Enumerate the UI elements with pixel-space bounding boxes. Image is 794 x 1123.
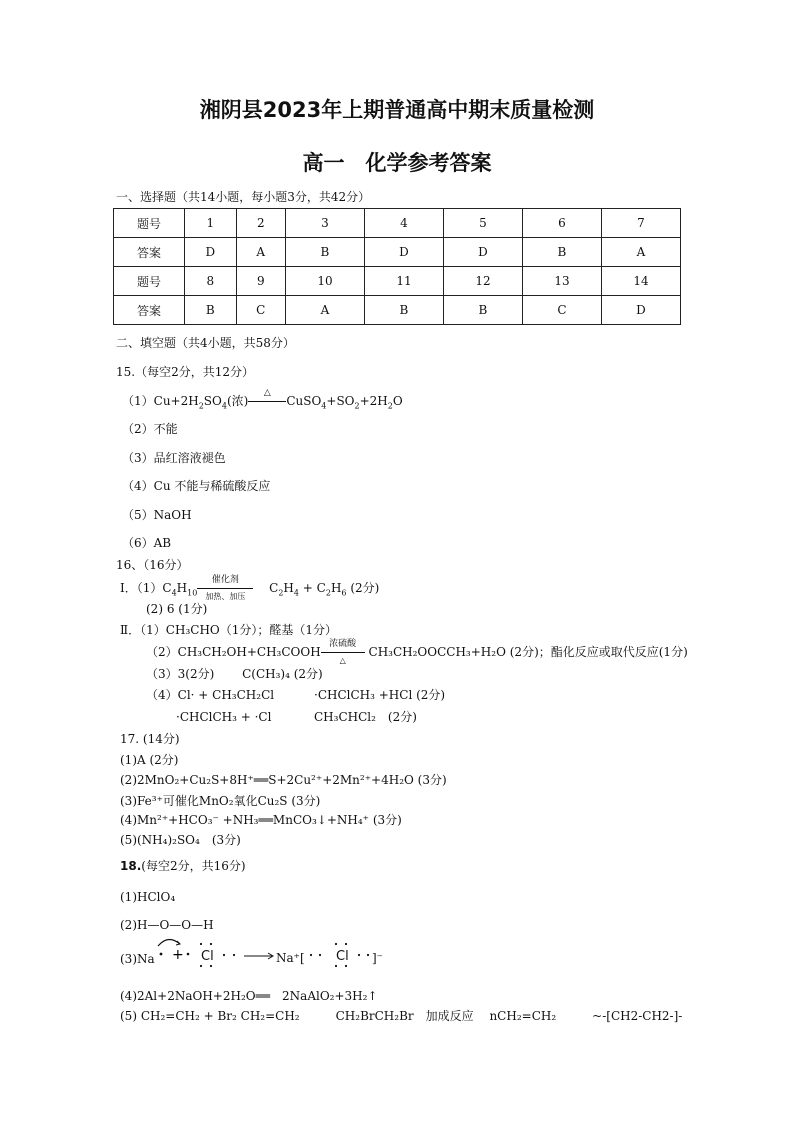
q16-header: 16、（16分） [116, 558, 189, 572]
q15-answer-5: （5）NaOH [122, 508, 192, 522]
sodium-ion-bracket: Na⁺[ [276, 951, 305, 965]
q17-answer-5: (5)(NH₄)₂SO₄ (3分) [120, 833, 241, 847]
q18-answer-4: (4)2Al+2NaOH+2H₂O══ 2NaAlO₂+3H₂↑ [120, 989, 378, 1003]
section-choice-heading: 一、选择题（共14小题，每小题3分，共42分） [116, 190, 371, 204]
q16-part2-answer-4d: CH₃CHCl₂ (2分) [314, 710, 417, 724]
electron-dot-icon [310, 954, 312, 956]
catalyst-arrow: 催化剂 加热、加压 [197, 580, 253, 596]
q16-part2-answer-4c: ·CHClCH₃ + ·Cl [176, 710, 272, 724]
equation-reactants: （2）CH₃CH₂OH+CH₃COOH [146, 645, 321, 659]
q15-answer-6: （6）AB [122, 536, 172, 550]
q17-answer-1: (1)A (2分) [120, 753, 179, 767]
table-cell: 3 [285, 209, 364, 238]
equation-reactants: （1）Cu+2H [122, 394, 199, 408]
equation-reactants: （1）C [136, 581, 172, 595]
electron-dot-icon [210, 943, 212, 945]
q17-answer-2: (2)2MnO₂+Cu₂S+8H⁺══S+2Cu²⁺+2Mn²⁺+4H₂O (3分) [120, 773, 447, 787]
table-cell: 11 [364, 267, 443, 296]
page-title: 湘阴县2023年上期普通高中期末质量检测 [199, 98, 595, 122]
answer-text: （1）CH₃CHO（1分）；醛基（1分） [140, 623, 338, 637]
q15-answer-2: （2）不能 [122, 422, 178, 436]
table-cell: B [185, 296, 237, 325]
electron-dot-icon [160, 953, 163, 956]
q18-answer-2: (2)H—O—O—H [120, 918, 214, 932]
q15-header: 15.（每空2分，共12分） [116, 365, 254, 379]
page-subtitle: 高一 化学参考答案 [302, 151, 492, 175]
q15-answer-4: （4）Cu 不能与稀硫酸反应 [122, 479, 271, 493]
table-cell: 答案 [114, 296, 185, 325]
answer-table [113, 208, 681, 325]
q16-part2-answer-4b: ·CHClCH₃ +HCl (2分) [314, 688, 446, 702]
electron-dot-icon [335, 965, 337, 967]
electron-dot-icon [200, 965, 202, 967]
chlorine-symbol: Cl [201, 949, 214, 964]
table-cell: A [285, 296, 364, 325]
q17-answer-3: (3)Fe³⁺可催化MnO₂氧化Cu₂S (3分) [120, 794, 321, 808]
table-cell: 7 [601, 209, 680, 238]
table-cell: A [236, 238, 285, 267]
table-cell: B [364, 296, 443, 325]
table-cell: D [601, 296, 680, 325]
table-cell: D [443, 238, 522, 267]
q16-part1-answer-1: Ⅰ．$(1)C_4H_{10}$ 催化剂 加热、加压 $C_2H_4 + C_2H_6$ (2分) [120, 575, 380, 601]
table-row [114, 238, 681, 267]
q15-answer-3: （3）品红溶液褪色 [122, 451, 226, 465]
section-fill-heading: 二、填空题（共4小题，共58分） [116, 336, 295, 350]
table-cell: B [522, 238, 601, 267]
table-cell: 8 [185, 267, 237, 296]
table-cell: A [601, 238, 680, 267]
electron-dot-icon [335, 943, 337, 945]
q16-part2-answer-2 [146, 639, 688, 665]
table-cell: D [185, 238, 237, 267]
table-cell: B [285, 238, 364, 267]
q18-header [120, 858, 246, 874]
q16-part2-answer-1 [120, 622, 337, 638]
chloride-symbol: Cl [336, 949, 349, 964]
electron-dot-icon [200, 943, 202, 945]
q17-answer-4: (4)Mn²⁺+HCO₃⁻ +NH₃══MnCO₃↓+NH₄⁺ (3分) [120, 813, 402, 827]
electron-dot-icon [233, 954, 235, 956]
table-cell: 12 [443, 267, 522, 296]
plus-sign: + [172, 947, 184, 963]
score: (2分) [350, 581, 380, 595]
part-label: Ⅰ． [120, 581, 137, 595]
q17-header: 17. (14分) [120, 732, 180, 746]
q18-answer-1: (1)HClO₄ [120, 890, 176, 904]
part-label: Ⅱ． [120, 623, 141, 637]
table-row [114, 267, 681, 296]
bracket-close: ]⁻ [372, 951, 384, 965]
table-cell: B [443, 296, 522, 325]
electron-dot-icon [358, 954, 360, 956]
table-cell: 5 [443, 209, 522, 238]
table-cell: C [522, 296, 601, 325]
table-row [114, 296, 681, 325]
catalyst-arrow: 浓硫酸 △ [321, 644, 365, 660]
equation-products: CH₃CH₂OOCCH₃+H₂O [368, 645, 506, 659]
table-cell: 6 [522, 209, 601, 238]
q18-answer-5: (5) CH₂=CH₂ + Br₂ CH₂=CH₂ CH₂BrCH₂Br 加成反应 nCH₂=CH₂ ~-[CH2-CH2-]- [120, 1009, 683, 1023]
q16-part2-answer-4a: （4）Cl· + CH₃CH₂Cl [146, 688, 275, 702]
electron-dot-icon [319, 954, 321, 956]
electron-dot-icon [367, 954, 369, 956]
table-cell: 14 [601, 267, 680, 296]
q15-answer-1: $(1)Cu+2H_2SO_4$(浓) △ $CuSO_4+SO_2+2H_2O$ [122, 388, 403, 411]
table-cell: 13 [522, 267, 601, 296]
q18-answer-3-label: (3)Na [120, 952, 155, 966]
table-cell: 10 [285, 267, 364, 296]
question-number: 18. [120, 859, 142, 873]
q16-part2-answer-3: （3）3(2分) C(CH₃)₄ (2分) [146, 667, 323, 681]
electron-dot-icon [187, 953, 190, 956]
heat-arrow: △ [248, 393, 286, 409]
electron-dot-icon [345, 943, 347, 945]
table-cell: 4 [364, 209, 443, 238]
table-cell: 1 [185, 209, 237, 238]
table-cell: 题号 [114, 209, 185, 238]
table-cell: 2 [236, 209, 285, 238]
table-cell: 题号 [114, 267, 185, 296]
table-cell: C [236, 296, 285, 325]
electron-dot-icon [223, 954, 225, 956]
table-cell: D [364, 238, 443, 267]
electron-dot-icon [345, 965, 347, 967]
q16-part1-answer-2: (2) 6 (1分) [146, 602, 208, 616]
table-cell: 答案 [114, 238, 185, 267]
score: (2分)；酯化反应或取代反应(1分) [509, 645, 688, 659]
table-cell: 9 [236, 267, 285, 296]
score: (每空2分，共16分) [141, 859, 246, 873]
electron-dot-icon [210, 965, 212, 967]
table-row [114, 209, 681, 238]
